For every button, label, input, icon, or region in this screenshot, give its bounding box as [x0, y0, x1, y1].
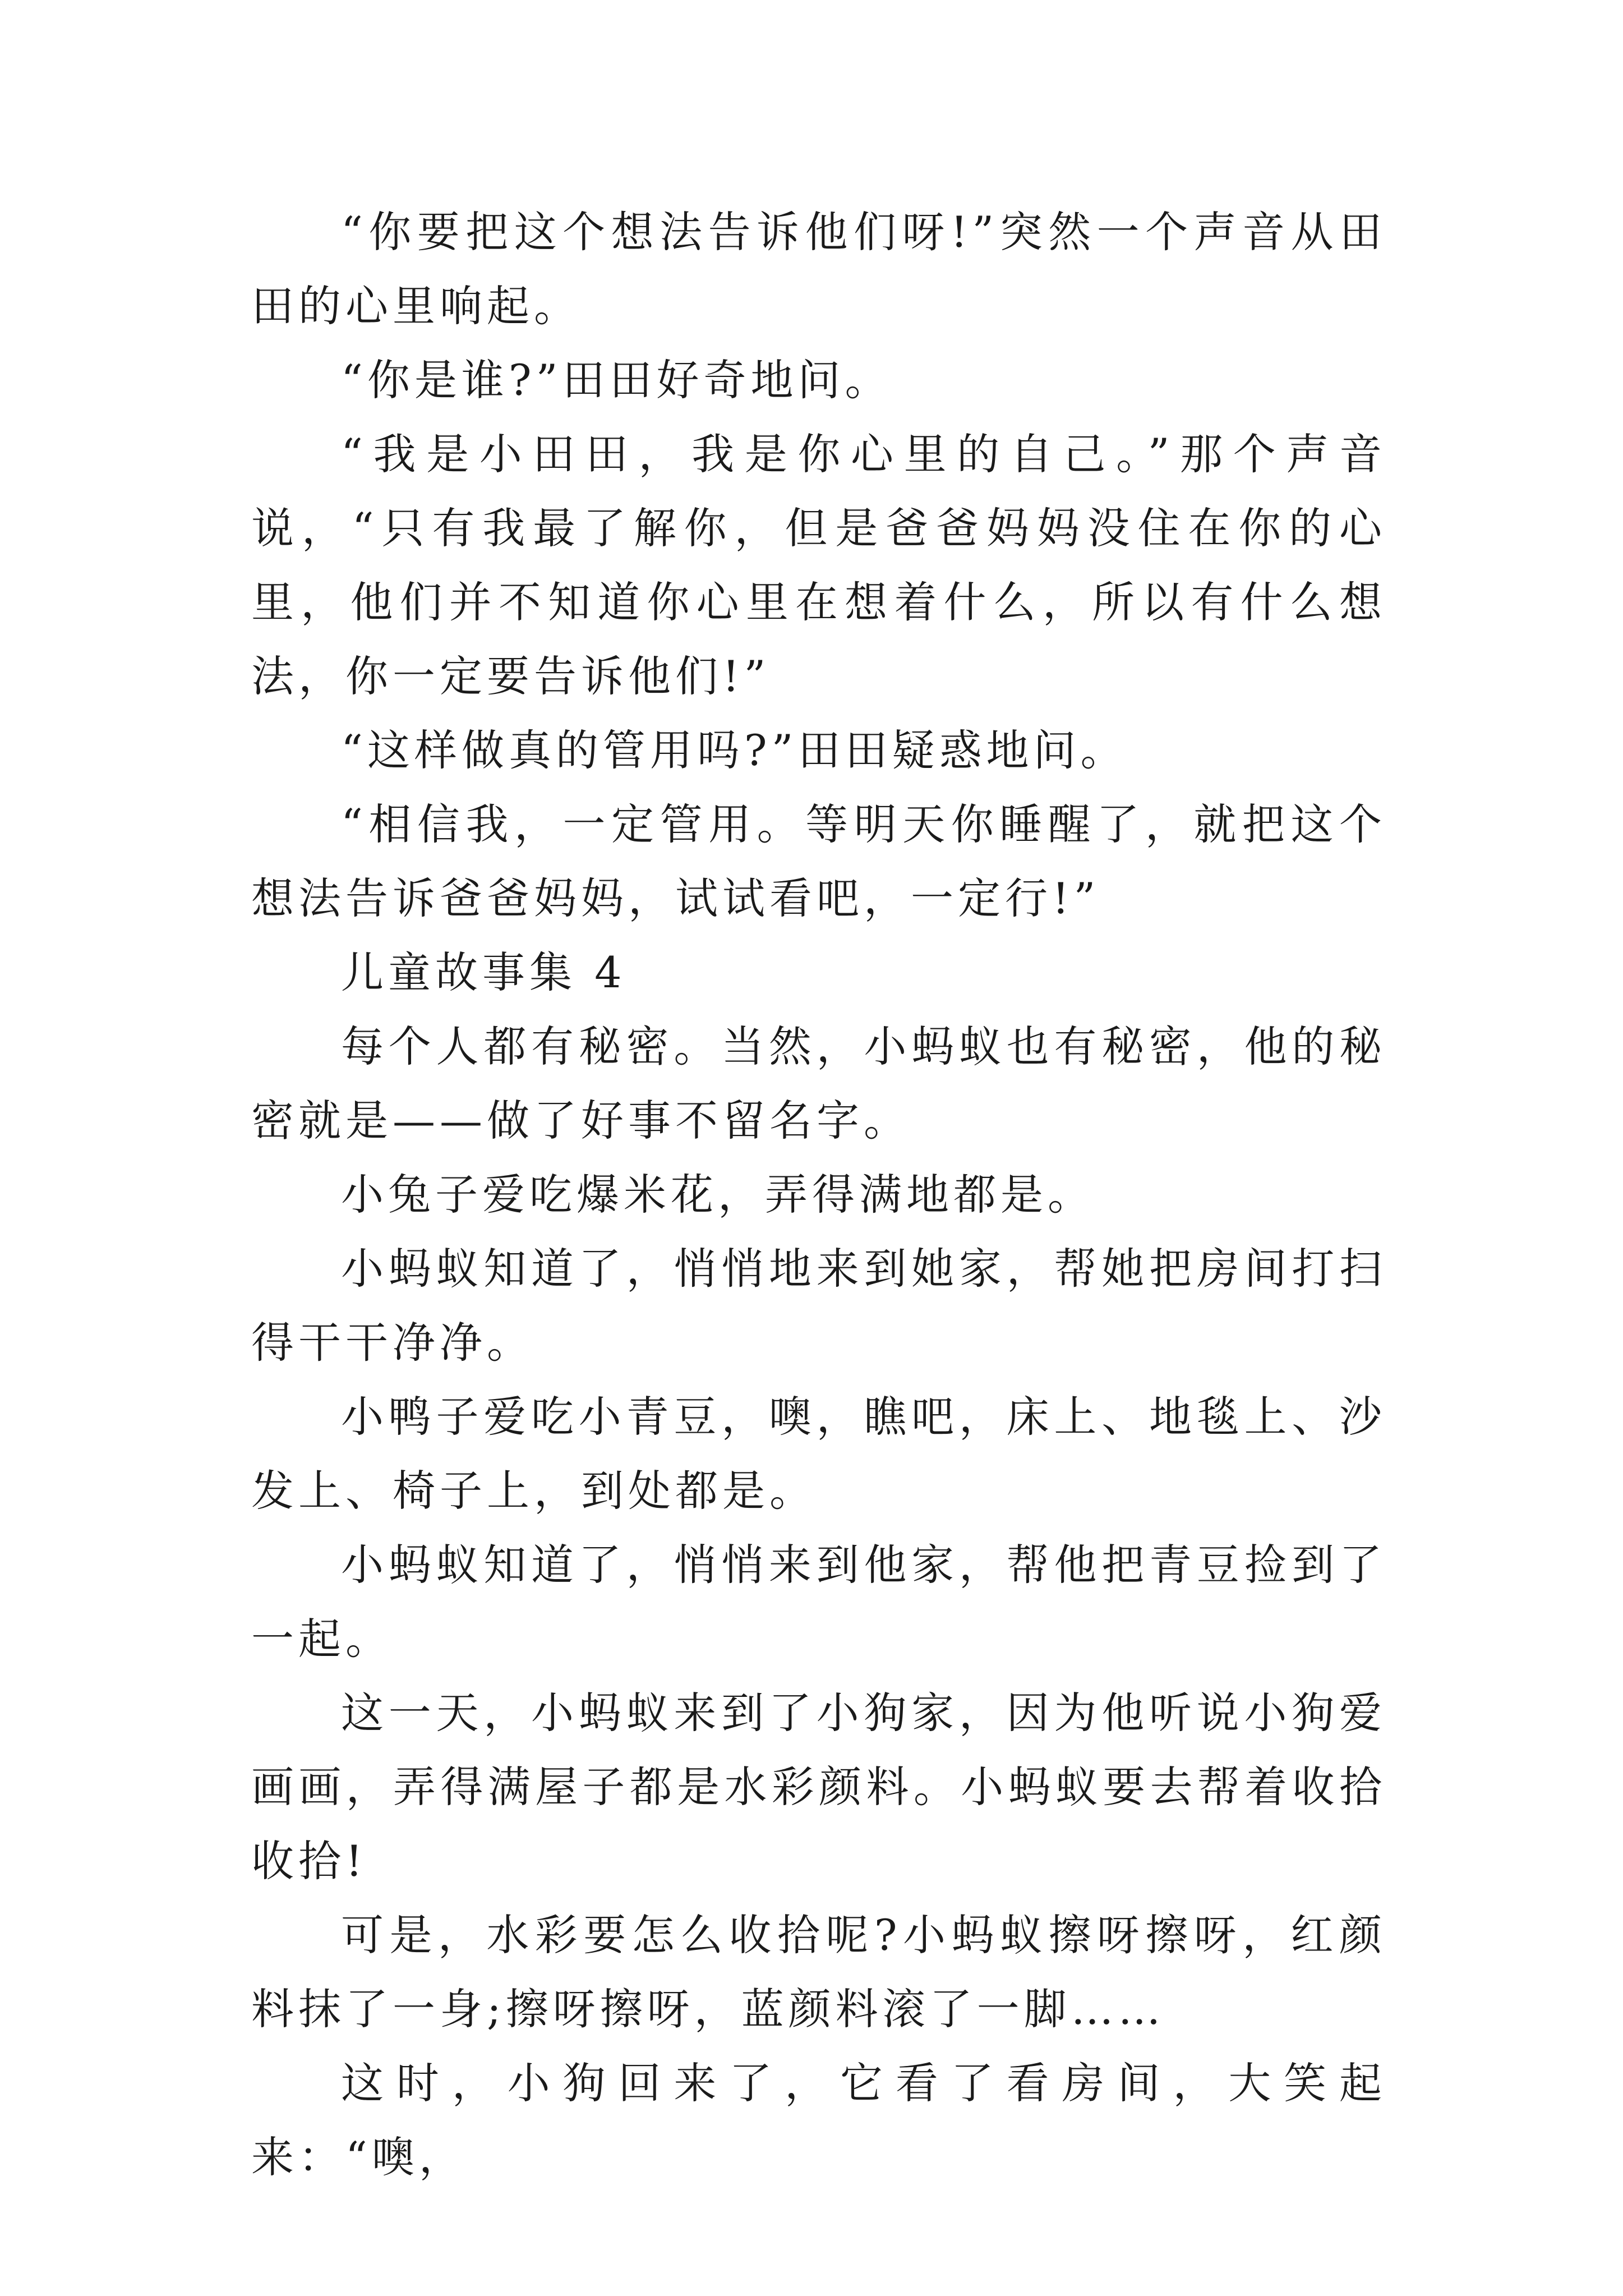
document-body — [251, 195, 1386, 2194]
paragraph: “相信我，一定管用。等明天你睡醒了，就把这个想法告诉爸爸妈妈，试试看吧，一定行!” — [251, 799, 1386, 923]
section-heading: 儿童故事集 4 — [341, 947, 626, 997]
paragraph: 小蚂蚁知道了，悄悄地来到她家，帮她把房间打扫得干干净净。 — [251, 1244, 1386, 1368]
paragraph: 每个人都有秘密。当然，小蚂蚁也有秘密，他的秘密就是——做了好事不留名字。 — [251, 1022, 1386, 1145]
paragraph: “你是谁?”田田好奇地问。 — [341, 355, 892, 405]
paragraph: 小鸭子爱吃小青豆，噢，瞧吧，床上、地毯上、沙发上、椅子上，到处都是。 — [251, 1392, 1386, 1516]
paragraph: 这一天，小蚂蚁来到了小狗家，因为他听说小狗爱画画，弄得满屋子都是水彩颜料。小蚂蚁要去帮着收拾收拾! — [251, 1688, 1386, 1886]
paragraph: 小兔子爱吃爆米花，弄得满地都是。 — [341, 1170, 1095, 1220]
paragraph: 可是，水彩要怎么收拾呢?小蚂蚁擦呀擦呀，红颜料抹了一身;擦呀擦呀，蓝颜料滚了一脚…… — [251, 1910, 1386, 2034]
paragraph: “这样做真的管用吗?”田田疑惑地问。 — [341, 725, 1128, 775]
paragraph: 这时，小狗回来了，它看了看房间，大笑起来：“噢， — [251, 2058, 1386, 2182]
paragraph: “我是小田田，我是你心里的自己。”那个声音说，“只有我最了解你，但是爸爸妈妈没住在你的心里，他们并不知道你心里在想着什么，所以有什么想法，你一定要告诉他们!” — [251, 429, 1386, 701]
paragraph: 小蚂蚁知道了，悄悄来到他家，帮他把青豆捡到了一起。 — [251, 1540, 1386, 1664]
paragraph: “你要把这个想法告诉他们呀!”突然一个声音从田田的心里响起。 — [251, 207, 1386, 331]
